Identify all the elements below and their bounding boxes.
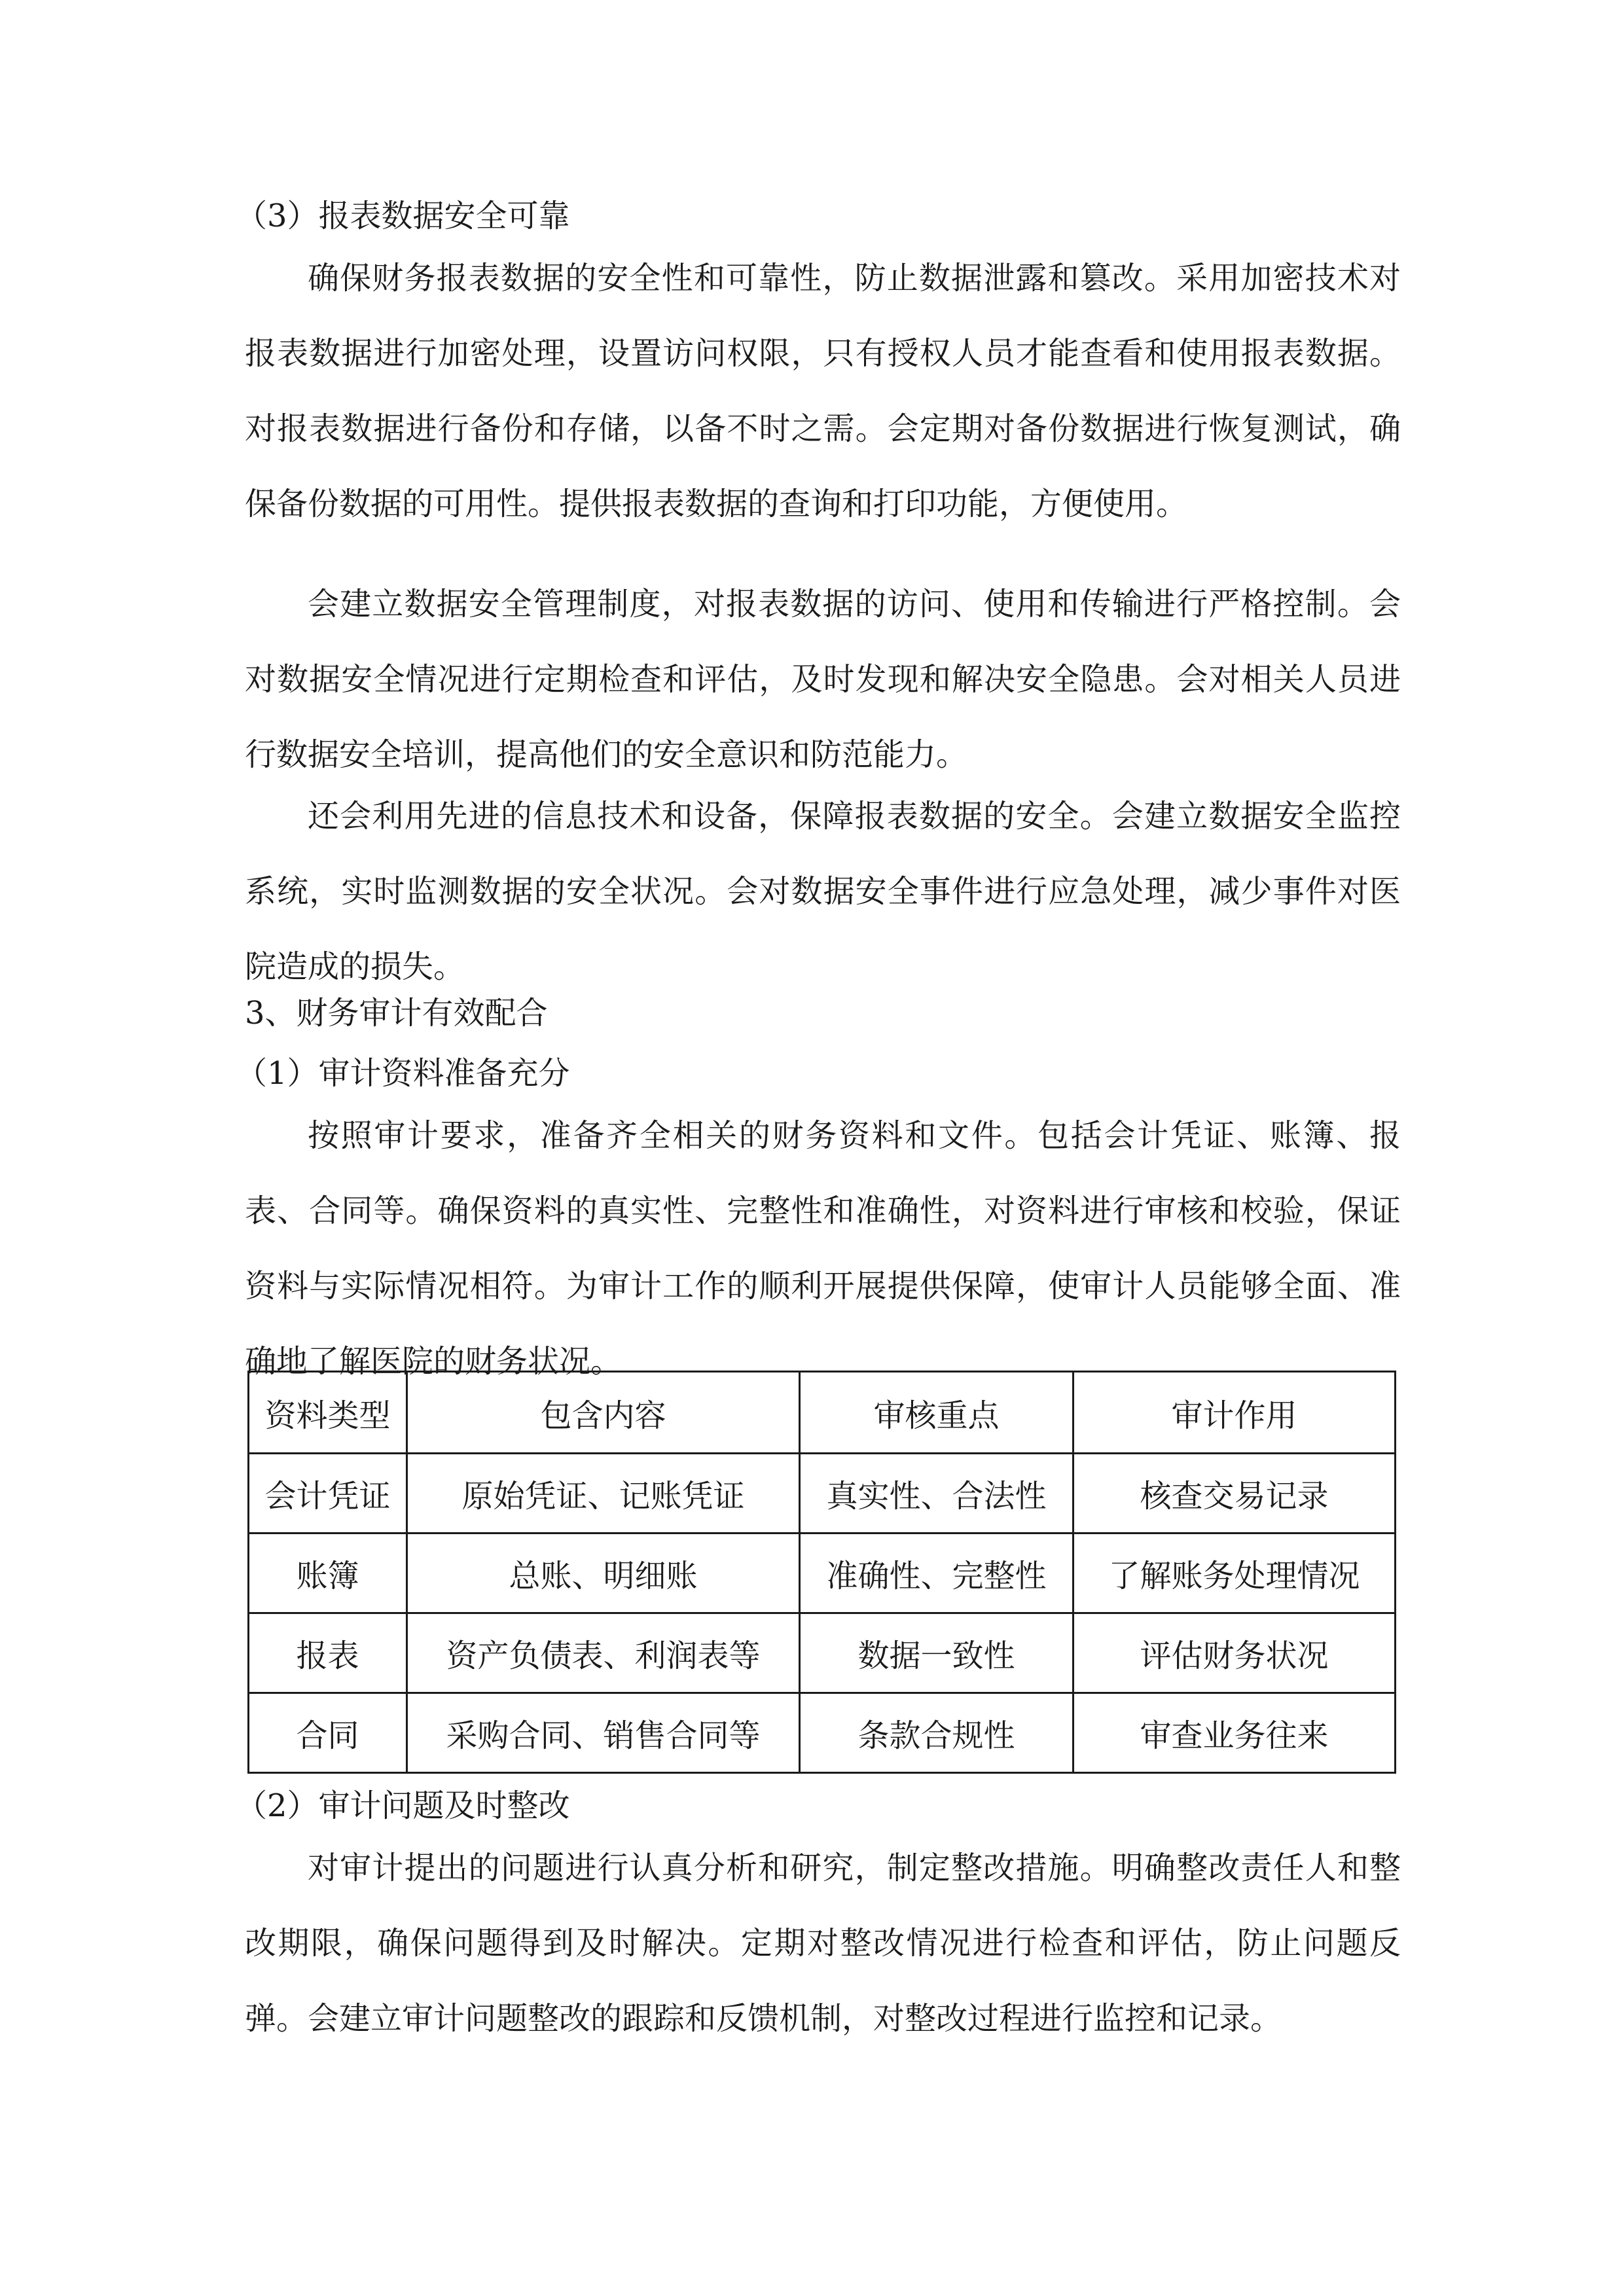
table-cell: 资产负债表、利润表等 (407, 1613, 800, 1693)
table-cell: 会计凭证 (249, 1454, 407, 1534)
table-cell: 核查交易记录 (1074, 1454, 1396, 1534)
paragraph-audit-rectification: 对审计提出的问题进行认真分析和研究，制定整改措施。明确整改责任人和整改期限，确保问题得到及时解决。定期对整改情况进行检查和评估，防止问题反弹。会建立审计问题整改的跟踪和反馈机制，对整改过程进行监控和记录。 (245, 1850, 1401, 2037)
table-cell: 评估财务状况 (1074, 1613, 1396, 1693)
table-cell: 真实性、合法性 (800, 1454, 1074, 1534)
table-cell: 报表 (249, 1613, 407, 1693)
table-cell: 准确性、完整性 (800, 1534, 1074, 1613)
table-header-cell: 包含内容 (407, 1372, 800, 1454)
section-heading-report-security: （3）报表数据安全可靠 (236, 198, 570, 234)
table-cell: 数据一致性 (800, 1613, 1074, 1693)
table-header-cell: 审核重点 (800, 1372, 1074, 1454)
table-header-cell: 审计作用 (1074, 1372, 1396, 1454)
table-row (249, 1613, 1396, 1693)
table-row (249, 1534, 1396, 1613)
table-row (249, 1693, 1396, 1773)
subsection-heading-audit-rectification: （2）审计问题及时整改 (236, 1787, 570, 1824)
paragraph-audit-materials: 按照审计要求，准备齐全相关的财务资料和文件。包括会计凭证、账簿、报表、合同等。确保资料的真实性、完整性和准确性，对资料进行审核和校验，保证资料与实际情况相符。为审计工作的顺利开展提供保障，使审计人员能够全面、准确地了解医院的财务状况。 (245, 1117, 1401, 1380)
table-cell: 原始凭证、记账凭证 (407, 1454, 800, 1534)
table-header-row (249, 1372, 1396, 1454)
table-cell: 总账、明细账 (407, 1534, 800, 1613)
table-cell: 了解账务处理情况 (1074, 1534, 1396, 1613)
subsection-heading-audit-materials: （1）审计资料准备充分 (236, 1055, 570, 1092)
paragraph-report-security-1: 确保财务报表数据的安全性和可靠性，防止数据泄露和篡改。采用加密技术对报表数据进行加密处理，设置访问权限，只有授权人员才能查看和使用报表数据。对报表数据进行备份和存储，以备不时之需。会定期对备份数据进行恢复测试，确保备份数据的可用性。提供报表数据的查询和打印功能，方便使用。 (245, 260, 1401, 522)
table-cell: 条款合规性 (800, 1693, 1074, 1773)
table-cell: 合同 (249, 1693, 407, 1773)
paragraph-report-security-3: 还会利用先进的信息技术和设备，保障报表数据的安全。会建立数据安全监控系统，实时监测数据的安全状况。会对数据安全事件进行应急处理，减少事件对医院造成的损失。 (245, 798, 1401, 985)
section-heading-audit: 3、财务审计有效配合 (245, 995, 548, 1031)
table-row (249, 1454, 1396, 1534)
table-cell: 采购合同、销售合同等 (407, 1693, 800, 1773)
table-cell: 账簿 (249, 1534, 407, 1613)
table-cell: 审查业务往来 (1074, 1693, 1396, 1773)
paragraph-report-security-2: 会建立数据安全管理制度，对报表数据的访问、使用和传输进行严格控制。会对数据安全情况进行定期检查和评估，及时发现和解决安全隐患。会对相关人员进行数据安全培训，提高他们的安全意识和防范能力。 (245, 586, 1401, 773)
audit-materials-table (247, 1371, 1396, 1774)
table-header-cell: 资料类型 (249, 1372, 407, 1454)
